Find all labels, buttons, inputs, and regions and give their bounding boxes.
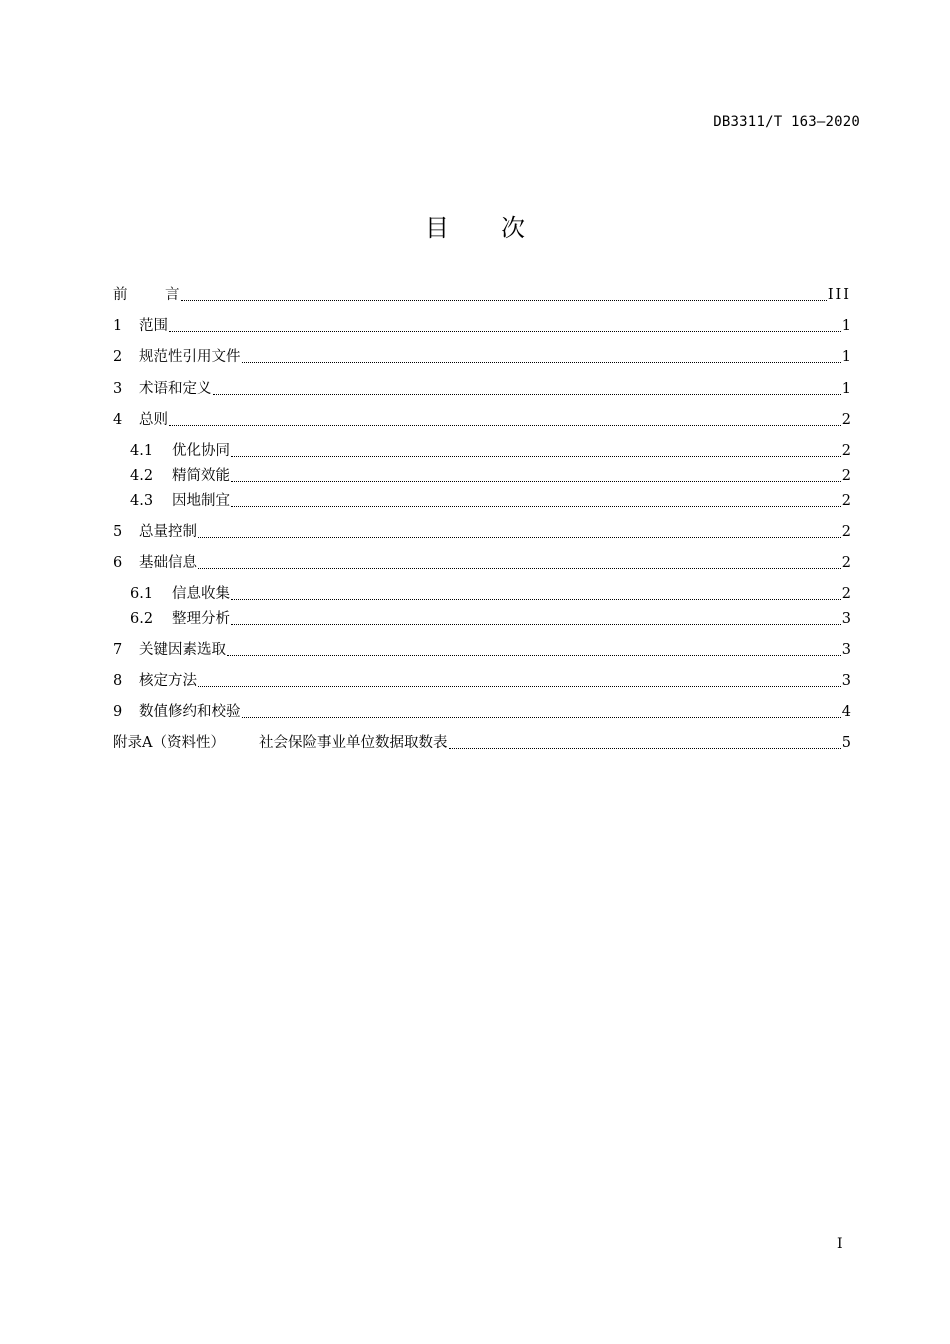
toc-entry-number: 附录A（资料性） [113,735,225,751]
toc-entry-title [113,314,168,338]
dot-leader [231,506,841,507]
toc-entry-title [113,700,241,724]
toc-entry-label: 规范性引用文件 [139,349,241,365]
dot-leader [181,300,827,301]
toc-entry-page: 1 [841,381,851,397]
toc-entry-number: 3 [113,381,123,397]
toc-entry-number: 9 [113,704,123,720]
toc-entry-title [130,489,230,513]
toc-entry-page: 2 [841,586,851,602]
toc-entry[interactable] [113,345,851,369]
toc-entry-label: 整理分析 [172,611,230,627]
toc-entry-number: 6.1 [130,586,154,602]
toc-entry-label: 精简效能 [172,468,230,484]
toc-entry-title [113,283,180,307]
toc-entry[interactable] [113,638,851,662]
toc-entry-number: 5 [113,524,123,540]
title-char-2: 次 [501,214,525,242]
dot-leader [198,537,841,538]
page-title [0,208,950,243]
toc-entry[interactable] [113,669,851,693]
dot-leader [231,481,841,482]
toc-entry-label: 优化协同 [172,443,230,459]
toc-entry[interactable] [113,520,851,544]
toc-entry-label: 总量控制 [139,524,197,540]
toc-entry-label: 范围 [139,318,168,334]
dot-leader [231,456,841,457]
toc-entry[interactable] [113,377,851,401]
title-char-1: 目 [425,214,449,242]
toc-entry[interactable] [113,700,851,724]
toc-entry-page: 2 [841,493,851,509]
toc-entry-page: 1 [841,318,851,334]
dot-leader [198,568,841,569]
toc-entry-title [113,377,212,401]
toc-entry[interactable] [130,489,851,513]
dot-leader [242,362,841,363]
toc-entry-label: 基础信息 [139,555,197,571]
toc-entry-number: 1 [113,318,123,334]
toc-entry-page: 3 [841,673,851,689]
toc-entry-title [113,551,197,575]
toc-entry-page: 3 [841,642,851,658]
dot-leader [198,686,841,687]
document-code: DB3311/T 163—2020 [713,114,860,130]
toc-entry-title [130,439,230,463]
toc-entry[interactable] [113,551,851,575]
toc-entry-title [130,582,230,606]
toc-entry-page: 4 [841,704,851,720]
toc-entry-title [130,607,230,631]
toc-entry-label: 社会保险事业单位数据取数表 [259,735,448,751]
toc-entry-page: III [827,287,851,303]
toc-entry-title [113,638,226,662]
dot-leader [169,331,841,332]
toc-entry-number: 4.2 [130,468,154,484]
toc-entry-label: 关键因素选取 [139,642,226,658]
dot-leader [449,748,841,749]
toc-entry-label: 总则 [139,412,168,428]
toc-entry-title [113,669,197,693]
toc-entry-number: 6 [113,555,123,571]
toc-entry-title [113,520,197,544]
dot-leader [242,717,841,718]
page-number: I [837,1236,843,1252]
toc-entry-number: 2 [113,349,123,365]
toc-entry-number: 4.3 [130,493,154,509]
dot-leader [169,425,841,426]
toc-entry[interactable] [130,607,851,631]
toc-entry-page: 5 [841,735,851,751]
toc-entry-label: 术语和定义 [139,381,212,397]
toc-entry-page: 2 [841,524,851,540]
toc-entry-page: 1 [841,349,851,365]
toc-entry-label: 因地制宜 [172,493,230,509]
toc-entry-title [113,731,448,755]
dot-leader [227,655,841,656]
toc-entry[interactable] [113,314,851,338]
toc-entry-title [130,464,230,488]
toc-entry-page: 2 [841,412,851,428]
toc-entry-page: 2 [841,555,851,571]
toc-entry-title [113,345,241,369]
toc-entry-number: 4.1 [130,443,154,459]
toc-entry-label: 信息收集 [172,586,230,602]
toc-entry-number: 前 [113,287,128,303]
toc-entry[interactable] [113,283,851,307]
toc-entry-page: 2 [841,443,851,459]
toc-entry-number: 7 [113,642,123,658]
toc-entry-page: 2 [841,468,851,484]
toc-entry-number: 6.2 [130,611,154,627]
toc-entry-label: 数值修约和校验 [139,704,241,720]
dot-leader [213,394,841,395]
dot-leader [231,599,841,600]
toc-entry-title [113,408,168,432]
toc-entry-number: 8 [113,673,123,689]
toc-entry[interactable] [113,408,851,432]
toc-entry-page: 3 [841,611,851,627]
toc-entry-label: 言 [165,287,180,303]
toc-entry-label: 核定方法 [139,673,197,689]
toc-entry[interactable] [130,439,851,463]
toc-entry[interactable] [130,582,851,606]
toc-entry[interactable] [113,731,851,755]
toc-entry[interactable] [130,464,851,488]
toc-entry-number: 4 [113,412,123,428]
dot-leader [231,624,841,625]
